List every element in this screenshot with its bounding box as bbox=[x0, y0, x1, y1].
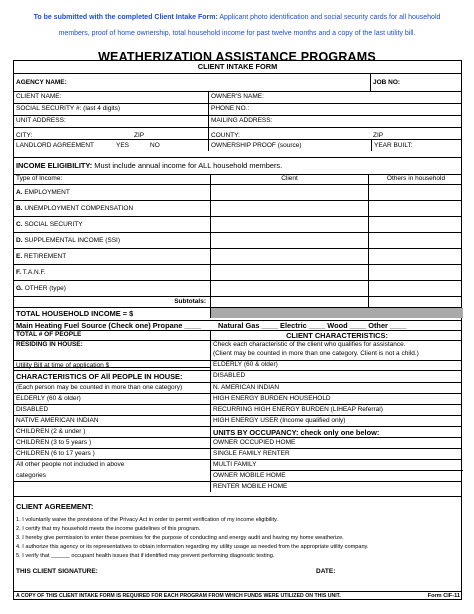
others-income-field[interactable] bbox=[368, 281, 463, 296]
income-heading-bold: INCOME ELIGIBILITY: bbox=[16, 161, 93, 170]
client-characteristics-note: (Client may be counted in more than one category. Client is not a child.) bbox=[210, 350, 463, 360]
income-heading-text: Must include annual income for ALL household members. bbox=[94, 161, 283, 170]
unit-address-field[interactable]: UNIT ADDRESS: bbox=[16, 117, 66, 124]
submission-notice bbox=[8, 10, 466, 42]
people-row bbox=[14, 393, 461, 404]
agreement-item: 1. I voluntarily waive the provisions of the Privacy Act in order to permit verification of my income eligibility. bbox=[16, 517, 278, 523]
income-type: D. SUPPLEMENTAL INCOME (SSI) bbox=[16, 237, 121, 244]
landlord-yes-option[interactable]: YES bbox=[116, 142, 130, 149]
ssn-row bbox=[14, 103, 461, 115]
client-characteristic-option[interactable]: HIGH ENERGY BURDEN HOUSEHOLD bbox=[210, 394, 463, 404]
agency-name-field[interactable]: AGENCY NAME: bbox=[16, 79, 67, 86]
notice-line1: Applicant photo identification and social security cards for all household bbox=[219, 14, 441, 21]
landlord-row bbox=[14, 139, 461, 151]
total-people-row bbox=[14, 330, 461, 340]
subtotals-row bbox=[14, 296, 461, 307]
year-built-field[interactable]: YEAR BUILT: bbox=[371, 140, 463, 151]
client-characteristics-instruction: Check each characteristic of the client who qualifies for assistance. bbox=[210, 341, 463, 350]
income-heading bbox=[14, 158, 461, 174]
income-row bbox=[14, 200, 461, 216]
job-no-field[interactable]: JOB NO: bbox=[370, 74, 463, 91]
agreement-title: CLIENT AGREEMENT: bbox=[16, 502, 94, 511]
others-subtotal-field[interactable] bbox=[368, 297, 463, 307]
agreement-item: 4. I authorize this agency or its representatives to obtain information regarding my utility usage as needed from the appropriate utility company. bbox=[16, 544, 369, 550]
others-income-field[interactable] bbox=[368, 201, 463, 216]
income-type: E. RETIREMENT bbox=[16, 253, 67, 260]
other-people-label-2: categories bbox=[16, 472, 46, 479]
income-type: G. OTHER (type) bbox=[16, 285, 66, 292]
occupancy-option[interactable]: RENTER MOBILE HOME bbox=[210, 482, 463, 492]
subtotals-label: Subtotals: bbox=[174, 298, 206, 305]
form-number: Form CIF-11 bbox=[427, 593, 460, 599]
fuel-options[interactable]: Natural Gas ____ Electric ____ Wood ____ Other ____ bbox=[218, 321, 407, 330]
client-note-row bbox=[14, 350, 461, 360]
income-type: A. EMPLOYMENT bbox=[16, 189, 70, 196]
people-row bbox=[14, 404, 461, 415]
client-subtotal-field[interactable] bbox=[210, 297, 368, 307]
agency-row bbox=[14, 73, 461, 91]
people-row bbox=[14, 426, 461, 437]
client-characteristic-option[interactable]: HIGH ENERGY USER (Income qualified only) bbox=[210, 416, 463, 426]
name-row bbox=[14, 91, 461, 103]
others-income-field[interactable] bbox=[368, 185, 463, 200]
client-agreement bbox=[14, 496, 461, 591]
city-field[interactable]: CITY: bbox=[16, 132, 33, 139]
page-title: WEATHERIZATION ASSISTANCE PROGRAMS bbox=[98, 50, 376, 64]
client-income-field[interactable] bbox=[210, 265, 368, 280]
agreement-item: 5. I verify that ______ occupant health issues that if identified may prevent performing diagnostic testing. bbox=[16, 553, 275, 559]
others-income-field[interactable] bbox=[368, 249, 463, 264]
phone-field[interactable]: PHONE NO.: bbox=[208, 104, 463, 115]
people-row bbox=[14, 448, 461, 459]
intake-form bbox=[13, 60, 462, 600]
total-people-title: TOTAL # OF PEOPLE bbox=[16, 331, 82, 338]
total-household-income[interactable]: TOTAL HOUSEHOLD INCOME = $ bbox=[16, 309, 134, 318]
utility-bill-row bbox=[14, 360, 461, 370]
client-characteristics-title: CLIENT CHARACTERISTICS: bbox=[210, 331, 463, 340]
ownership-proof-field[interactable]: OWNERSHIP PROOF (source) bbox=[208, 140, 371, 151]
zip-field-1[interactable]: ZIP bbox=[134, 132, 145, 139]
characteristics-title: CHARACTERISTICS OF All PEOPLE IN HOUSE: bbox=[16, 372, 183, 381]
fuel-label[interactable]: Main Heating Fuel Source (Check one) Propane ____ bbox=[16, 321, 201, 330]
income-type: F. T.A.N.F. bbox=[16, 269, 46, 276]
notice-lead: To be submitted with the completed Client Intake Form: bbox=[33, 14, 218, 21]
client-characteristic-option[interactable]: ELDERLY (60 & older) bbox=[210, 361, 463, 370]
characteristics-title-row bbox=[14, 370, 461, 382]
characteristics-note: (Each person may be counted in more than one category) bbox=[16, 384, 183, 391]
others-income-field[interactable] bbox=[368, 265, 463, 280]
total-income-row bbox=[14, 307, 461, 318]
characteristics-note-row bbox=[14, 382, 461, 393]
client-signature-field[interactable]: THIS CLIENT SIGNATURE: bbox=[16, 568, 98, 575]
people-category[interactable]: NATIVE AMERICAN INDIAN bbox=[16, 417, 99, 424]
client-income-field[interactable] bbox=[210, 217, 368, 232]
agreement-item: 2. I certify that my household meets the income guidelines of this program. bbox=[16, 526, 201, 532]
people-row bbox=[14, 437, 461, 448]
income-row bbox=[14, 184, 461, 200]
client-characteristic-option[interactable]: N. AMERICAN INDIAN bbox=[210, 383, 463, 393]
other-people-row-2 bbox=[14, 470, 461, 481]
income-row bbox=[14, 248, 461, 264]
renter-mobile-row bbox=[14, 481, 461, 492]
landlord-no-option[interactable]: NO bbox=[150, 142, 160, 149]
people-row bbox=[14, 415, 461, 426]
occupancy-title: UNITS BY OCCUPANCY: check only one below: bbox=[210, 427, 463, 437]
occupancy-option[interactable]: MULTI FAMILY bbox=[210, 460, 463, 470]
income-type: B. UNEMPLOYMENT COMPENSATION bbox=[16, 205, 134, 212]
footer-row bbox=[14, 591, 461, 601]
footer-note: A COPY OF THIS CLIENT INTAKE FORM IS REQUIRED FOR EACH PROGRAM FROM WHICH FUNDS WERE UTILIZED ON THIS UNIT. bbox=[16, 593, 341, 599]
others-income-field[interactable] bbox=[368, 217, 463, 232]
income-row bbox=[14, 264, 461, 280]
people-category[interactable]: DISABLED bbox=[16, 406, 49, 413]
other-people-label[interactable]: All other people not included in above bbox=[16, 461, 125, 468]
address-row bbox=[14, 115, 461, 127]
client-characteristic-option[interactable]: DISABLED bbox=[210, 371, 463, 382]
residing-in-house[interactable]: RESIDING IN HOUSE: bbox=[16, 341, 83, 348]
mailing-address-field[interactable]: MAILING ADDRESS: bbox=[208, 116, 463, 127]
income-row bbox=[14, 232, 461, 248]
utility-bill-field[interactable]: Utility Bill at time of application $ bbox=[16, 362, 110, 369]
client-income-field[interactable] bbox=[210, 281, 368, 296]
others-header: Others in household bbox=[368, 175, 463, 184]
income-heading-row bbox=[14, 157, 461, 174]
client-income-field[interactable] bbox=[210, 249, 368, 264]
agreement-item: 3. I hereby give permission to enter these premises for the purpose of conducting and energy audit and having my home weatherize. bbox=[16, 535, 344, 541]
client-income-field[interactable] bbox=[210, 201, 368, 216]
people-category[interactable]: CHILDREN (6 to 17 years ) bbox=[16, 450, 95, 457]
client-income-field[interactable] bbox=[210, 233, 368, 248]
income-row bbox=[14, 216, 461, 232]
others-income-field[interactable] bbox=[368, 233, 463, 248]
client-characteristic-option[interactable]: RECURRING HIGH ENERGY BURDEN (LIHEAP Referral) bbox=[210, 405, 463, 415]
occupancy-option[interactable]: SINGLE FAMILY RENTER bbox=[210, 449, 463, 459]
county-field[interactable]: COUNTY: bbox=[208, 128, 371, 139]
type-of-income-header: Type of Income: bbox=[16, 175, 63, 182]
shaded-cell bbox=[210, 308, 463, 318]
client-income-field[interactable] bbox=[210, 185, 368, 200]
income-row bbox=[14, 280, 461, 296]
people-category[interactable]: CHILDREN (3 to 5 years ) bbox=[16, 439, 92, 446]
blank-cell bbox=[14, 482, 210, 492]
fuel-row bbox=[14, 320, 461, 330]
income-type: C. SOCIAL SECURITY bbox=[16, 221, 83, 228]
ssn-field[interactable]: SOCIAL SECURITY #: (last 4 digits) bbox=[16, 105, 121, 112]
client-header: Client bbox=[210, 175, 368, 184]
occupancy-option[interactable]: OWNER MOBILE HOME bbox=[210, 470, 463, 481]
client-name-field[interactable]: CLIENT NAME: bbox=[16, 93, 62, 100]
income-header-row bbox=[14, 174, 461, 184]
other-people-row bbox=[14, 459, 461, 470]
notice-line2: members, proof of home ownership, total household income for past twelve months and a copy of the last utility bill. bbox=[58, 30, 416, 37]
owners-name-field[interactable]: OWNER'S NAME: bbox=[208, 92, 463, 103]
form-title: CLIENT INTAKE FORM bbox=[197, 62, 278, 71]
form-title-row bbox=[14, 61, 461, 73]
people-category[interactable]: ELDERLY (60 & older) bbox=[16, 395, 81, 402]
zip-field-2[interactable]: ZIP bbox=[373, 132, 384, 139]
landlord-agreement-label: LANDLORD AGREEMENT bbox=[16, 142, 95, 149]
date-field[interactable]: DATE: bbox=[316, 568, 336, 575]
occupancy-option[interactable]: OWNER OCCUPIED HOME bbox=[210, 438, 463, 448]
people-category[interactable]: CHILDREN (2 & under ) bbox=[16, 428, 86, 435]
city-row bbox=[14, 127, 461, 139]
residing-row bbox=[14, 340, 461, 350]
